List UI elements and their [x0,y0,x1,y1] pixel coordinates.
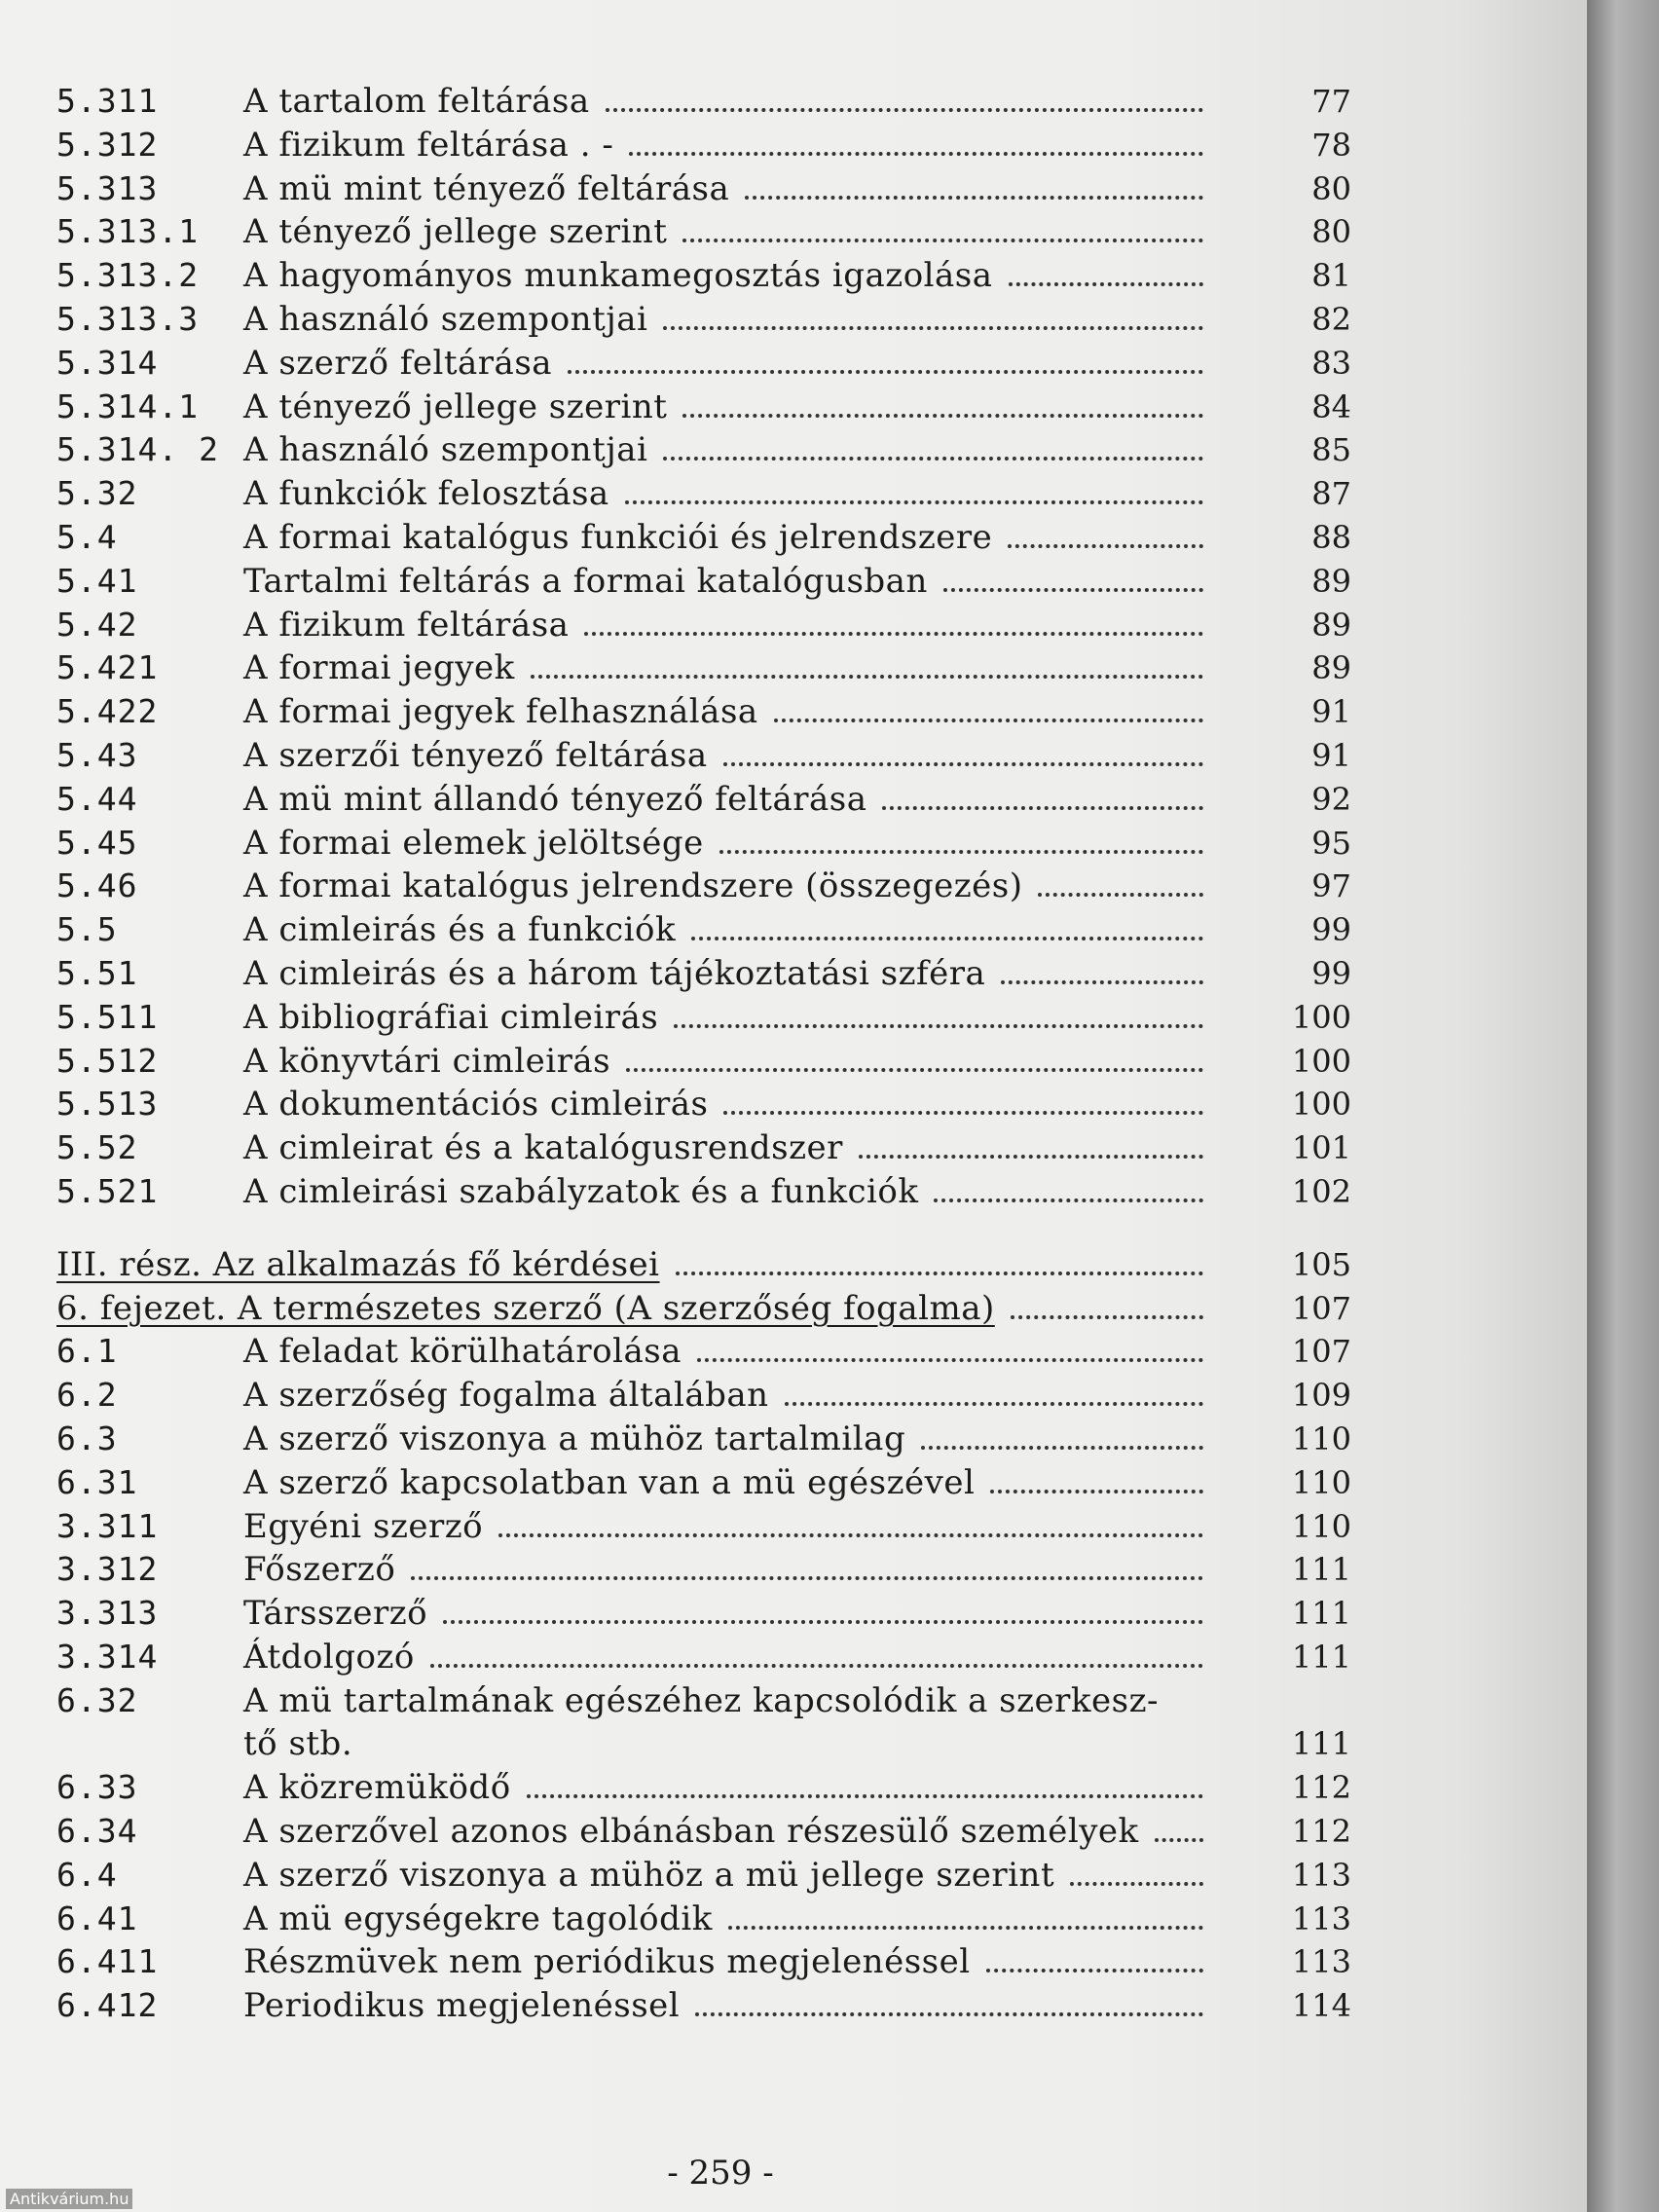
dot-leader [663,457,1203,461]
section-number: 5.512 [56,1041,159,1080]
dot-leader [1011,1315,1203,1319]
entry-title-text: A használó szempontjai [243,430,648,470]
section-number: 5.422 [56,692,159,731]
entry-title [243,298,1227,342]
entry-title-text: Periodikus megjelenéssel [243,1986,681,2026]
page-reference: 109 [1291,1377,1351,1415]
entry-title-line: tő stb. [243,1724,353,1764]
entry-title [243,1898,1227,1941]
toc-entry [56,1126,1351,1170]
entry-title-text: A tartalom feltárása [243,82,590,121]
entry-title [243,1374,1227,1418]
entry-title [56,1287,1040,1331]
page-reference: 105 [1291,1245,1351,1283]
dot-leader [921,1446,1203,1450]
entry-title-text: A formai jegyek [243,648,515,688]
dot-leader [443,1620,1203,1624]
entry-title [243,80,1227,124]
page-reference: 78 [1311,126,1351,164]
entry-title [243,560,1227,604]
page-reference: 97 [1311,867,1351,905]
page-reference: 99 [1311,954,1351,992]
dot-leader [691,937,1203,940]
page-reference: 91 [1311,693,1351,731]
entry-title-text: A cimleirási szabályzatok és a funkciók [243,1171,919,1211]
watermark-logo: Antikvárium.hu [6,2189,132,2209]
dot-leader [606,108,1203,112]
page-reference: 82 [1311,300,1351,338]
page-reference: 110 [1291,1507,1351,1545]
dot-leader [527,1794,1203,1798]
entry-title [243,1592,1227,1636]
entry-title-text: A feladat körülhatárolása [243,1332,682,1372]
page-reference: 110 [1291,1463,1351,1501]
section-number: 6.33 [56,1768,138,1807]
toc-entry [56,298,1351,342]
entry-title [243,210,1227,254]
section-number: 5.511 [56,997,159,1036]
entry-title-text: A dokumentációs cimleirás [243,1085,709,1124]
toc-entry [56,1505,1351,1549]
entry-title [243,254,1227,298]
entry-title [243,1418,1227,1461]
entry-title-text: Átdolgozó [243,1637,415,1677]
entry-title-text: A szerző viszonya a mühöz tartalmilag [243,1419,906,1458]
page-reference: 92 [1311,780,1351,818]
dot-leader [695,2012,1203,2016]
toc-entry [56,1287,1351,1331]
toc-entry [56,124,1351,167]
entry-title-text: A szerző feltárása [243,343,553,383]
entry-title-text: A mü mint állandó tényező feltárása [243,779,867,819]
dot-leader [774,719,1203,722]
dot-leader [430,1664,1203,1668]
entry-title [243,1083,1227,1126]
page-reference: 101 [1291,1129,1351,1167]
entry-title [243,734,1227,778]
dot-leader [986,1969,1203,1972]
toc-entry [56,778,1351,822]
entry-title-text: A cimleirat és a katalógusrendszer [243,1128,843,1168]
section-number: 6.411 [56,1942,159,1981]
entry-title-text: A használó szempontjai [243,299,648,339]
page-reference: 89 [1311,649,1351,687]
toc-entry [56,865,1351,908]
page-reference: 81 [1311,257,1351,295]
dot-leader [676,1272,1203,1275]
page-reference: 114 [1291,1987,1351,2025]
entry-title-text: A tényező jellege szerint [243,212,668,252]
toc-entry [56,428,1351,472]
entry-title [243,124,1227,167]
table-of-contents [56,80,1351,2028]
dot-leader [745,196,1203,200]
entry-title-text: A fizikum feltárása . - [243,125,614,165]
section-number: 3.314 [56,1637,159,1676]
section-number: 6.4 [56,1855,118,1894]
entry-title-text: A könyvtári cimleirás [243,1041,611,1081]
dot-leader [1008,544,1203,548]
section-number: 6.2 [56,1376,118,1415]
dot-leader [629,152,1203,156]
section-number: 5.313.3 [56,299,200,338]
page-reference: 113 [1291,1899,1351,1937]
entry-title-text: A cimleirás és a három tájékoztatási szféra [243,953,986,993]
entry-title-text: A hagyományos munkamegosztás igazolása [243,256,993,296]
dot-leader [498,1533,1203,1537]
toc-entry [56,1940,1351,1984]
toc-entry [56,1636,1351,1679]
toc-entry [56,1810,1351,1854]
section-number: 5.51 [56,953,138,992]
toc-entry [56,1374,1351,1418]
entry-title-text: A közremüködő [243,1768,511,1808]
toc-entry [56,254,1351,298]
toc-entry [56,1461,1351,1505]
section-number: 6.31 [56,1462,138,1501]
section-number: 5.41 [56,561,138,600]
section-number: 5.314 [56,343,159,382]
entry-title [243,1548,1227,1592]
entry-title-text: A szerzővel azonos elbánásban részesülő személyek [243,1812,1139,1852]
page-reference: 77 [1311,83,1351,120]
entry-title-text: A tényező jellege szerint [243,387,668,426]
section-number: 3.311 [56,1506,159,1545]
page-reference: 87 [1311,475,1351,513]
dot-leader [934,1198,1203,1202]
page-reference: 80 [1311,213,1351,251]
section-number: 5.46 [56,866,138,905]
entry-title [243,1810,1227,1854]
toc-entry [56,690,1351,734]
page-reference: 107 [1291,1289,1351,1327]
toc-entry [56,952,1351,996]
toc-entry [56,1766,1351,1810]
dot-leader [719,850,1203,854]
toc-entry [56,472,1351,516]
page-reference: 111 [1291,1725,1351,1763]
toc-entry [56,1040,1351,1084]
entry-title [243,1040,1227,1084]
dot-leader [411,1576,1203,1580]
entry-title [243,386,1227,429]
page-reference: 99 [1311,911,1351,949]
toc-entry [56,908,1351,952]
entry-title-text: A mü egységekre tagolódik [243,1899,713,1938]
section-number: 5.52 [56,1128,138,1167]
entry-title [243,342,1227,386]
entry-title-text: A szerző viszonya a mühöz a mü jellege szerint [243,1855,1055,1895]
section-number: 5.521 [56,1171,159,1210]
entry-title [243,1126,1227,1170]
entry-title [243,1984,1227,2028]
page-reference: 85 [1311,431,1351,469]
page-reference: 95 [1311,824,1351,862]
toc-entry [56,1083,1351,1126]
entry-title-text: A mü mint tényező feltárása [243,168,730,208]
page-edge [1587,0,1659,2212]
page-reference: 89 [1311,562,1351,600]
entry-title [243,952,1227,996]
page-reference: 80 [1311,169,1351,207]
entry-title-text: 6. fejezet. A természetes szerző (A szerzőség fogalma) [56,1288,995,1328]
page-reference: 111 [1291,1595,1351,1633]
page-number-footer: - 259 - [667,2154,774,2193]
entry-title [243,908,1227,952]
section-number: 5.314.1 [56,387,200,425]
toc-entry [56,1418,1351,1461]
section-number: 6.1 [56,1332,118,1371]
toc-entry [56,1592,1351,1636]
entry-title [243,690,1227,734]
section-number: 3.313 [56,1594,159,1633]
page-reference: 113 [1291,1943,1351,1981]
dot-leader [584,632,1203,636]
dot-leader [990,1490,1203,1493]
toc-entry [56,1898,1351,1941]
page-reference: 111 [1291,1551,1351,1589]
page-reference: 100 [1291,998,1351,1036]
entry-title-text: A szerzőség fogalma általában [243,1376,769,1416]
dot-leader [626,1068,1203,1072]
entry-title [243,1505,1227,1549]
section-number: 5.313 [56,168,159,207]
page-reference: 83 [1311,344,1351,382]
entry-title-text: Tartalmi feltárás a formai katalógusban [243,561,928,601]
entry-title [243,1766,1227,1810]
toc-entry [56,80,1351,124]
entry-title [243,822,1227,866]
entry-title-text: Főszerző [243,1550,396,1590]
page-reference: 113 [1291,1856,1351,1894]
toc-entry [56,996,1351,1040]
toc-entry [56,342,1351,386]
section-number: 5.513 [56,1085,159,1124]
entry-title [243,516,1227,560]
entry-title-line: A mü tartalmának egészéhez kapcsolódik a szerkesz- [243,1680,1159,1720]
section-number: 3.312 [56,1550,159,1589]
section-number: 5.43 [56,735,138,774]
toc-entry [56,1548,1351,1592]
dot-leader [728,1926,1203,1930]
entry-title [243,1461,1227,1505]
dot-leader [859,1155,1203,1159]
entry-title-text: A bibliográfiai cimleirás [243,997,659,1037]
dot-leader [1038,893,1203,897]
entry-title [243,865,1227,908]
toc-entry [56,1170,1351,1214]
entry-title [243,604,1227,647]
dot-leader [531,675,1203,679]
section-number: 5.42 [56,605,138,644]
page-reference: 112 [1291,1769,1351,1807]
entry-title-text: A cimleirás és a funkciók [243,910,677,950]
page-reference: 89 [1311,606,1351,644]
entry-title-text: A formai katalógus jelrendszere (összegezés) [243,866,1023,906]
section-number: 5.311 [56,82,159,120]
entry-title-text: III. rész. Az alkalmazás fő kérdései [56,1244,660,1284]
entry-title [243,1636,1227,1679]
section-number: 6.41 [56,1899,138,1937]
entry-title-text: A formai katalógus funkciói és jelrendszere [243,517,993,557]
entry-title [243,996,1227,1040]
section-number: 5.5 [56,910,118,949]
dot-leader [625,500,1203,504]
toc-entry [56,1984,1351,2028]
section-number: 5.421 [56,648,159,687]
entry-title [243,1940,1227,1984]
entry-title [243,472,1227,516]
toc-entry [56,516,1351,560]
entry-title-text: A formai elemek jelöltsége [243,823,704,863]
entry-title-text: A funkciók felosztása [243,474,609,514]
entry-title [243,646,1227,690]
dot-leader [723,1111,1203,1115]
page-reference: 107 [1291,1333,1351,1371]
toc-entry [56,386,1351,429]
section-number: 5.45 [56,823,138,862]
entry-title-text: A szerző kapcsolatban van a mü egészével [243,1462,976,1502]
dot-leader [663,326,1203,330]
section-number: 6.32 [56,1680,138,1719]
toc-entry [56,1243,1351,1287]
entry-title-text: A fizikum feltárása [243,605,570,645]
dot-leader [1070,1882,1203,1886]
section-number: 5.314. 2 [56,430,219,469]
entry-title [243,1170,1227,1214]
entry-title [243,167,1227,211]
toc-entry [56,560,1351,604]
dot-leader [1155,1838,1203,1842]
page-reference: 112 [1291,1813,1351,1851]
section-number: 6.34 [56,1812,138,1851]
section-number: 5.32 [56,474,138,513]
section-number: 5.4 [56,517,118,556]
toc-entry [56,167,1351,211]
entry-title-text: Egyéni szerző [243,1506,484,1546]
page-reference: 91 [1311,736,1351,774]
dot-leader [785,1402,1203,1406]
section-spacer [56,1214,1322,1243]
page-reference: 84 [1311,387,1351,425]
page-reference: 102 [1291,1172,1351,1210]
toc-entry [56,1330,1351,1374]
entry-title [243,428,1227,472]
page-reference: 88 [1311,518,1351,556]
toc-entry [56,1854,1351,1898]
dot-leader [674,1024,1203,1028]
page-reference: 100 [1291,1042,1351,1080]
toc-entry [56,604,1351,647]
section-number: 5.313.1 [56,212,200,251]
entry-title [56,1243,1040,1287]
entry-title [243,778,1227,822]
dot-leader [882,806,1203,810]
section-number: 5.313.2 [56,256,200,295]
toc-entry [56,734,1351,778]
entry-title-text: Társszerző [243,1594,428,1634]
page-reference: 110 [1291,1419,1351,1457]
dot-leader [1009,282,1203,286]
page-reference: 100 [1291,1086,1351,1124]
toc-entry [56,822,1351,866]
dot-leader [1001,980,1203,984]
entry-title-text: Részmüvek nem periódikus megjelenéssel [243,1942,971,1982]
section-number: 6.412 [56,1986,159,2025]
toc-entry [56,210,1351,254]
page-reference: 111 [1291,1638,1351,1676]
entry-title-text: A szerzői tényező feltárása [243,735,708,775]
section-number: 5.312 [56,125,159,164]
dot-leader [682,239,1203,242]
section-number: 5.44 [56,779,138,818]
entry-title [243,1854,1227,1898]
entry-title [243,1330,1227,1374]
toc-entry [56,1679,1351,1767]
dot-leader [568,370,1203,374]
section-number: 6.3 [56,1419,118,1457]
entry-title-text: A formai jegyek felhasználása [243,692,758,732]
toc-entry [56,646,1351,690]
dot-leader [682,414,1203,418]
dot-leader [697,1358,1203,1362]
dot-leader [723,762,1203,766]
dot-leader [943,588,1203,592]
